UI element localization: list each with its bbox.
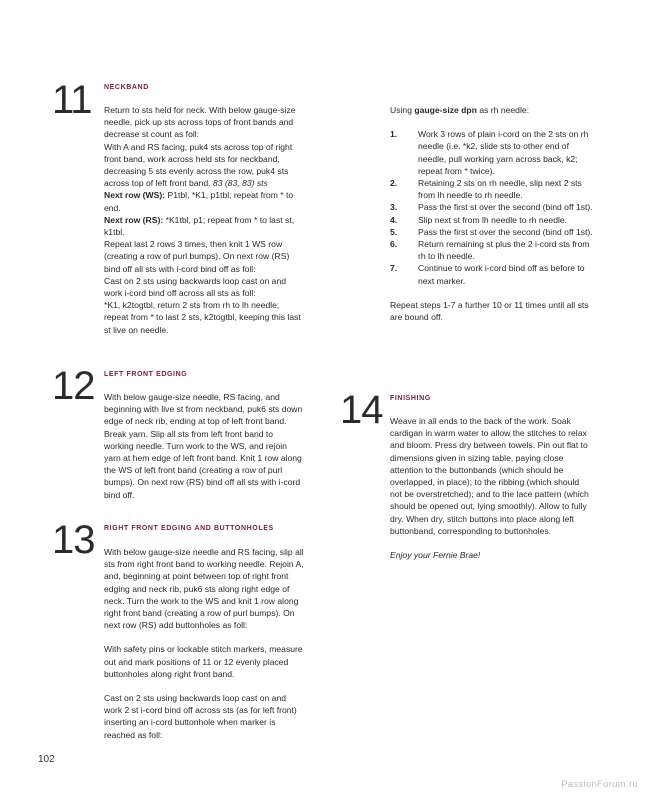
step-13-heading: RIGHT FRONT EDGING AND BUTTONHOLES <box>104 525 274 532</box>
step-12-body <box>104 391 304 501</box>
watermark: PassionForum.ru <box>561 779 638 790</box>
step-13-p2: With safety pins or lockable stitch markers, measure out and mark positions of 11 or 12 evenly placed buttonholes along right front band. <box>104 644 303 679</box>
i-cord-buttonhole-steps <box>390 128 595 287</box>
list-item: 7. Continue to work i-cord bind off as before to next marker. <box>390 263 585 286</box>
list-item: 1. Work 3 rows of plain i-cord on the 2 sts on rh needle (i.e. *k2, slide sts to other end of needle, pull working yarn across back, k2; repeat from * twice). <box>390 129 589 176</box>
step-14-number: 14 <box>340 388 383 432</box>
step-11-p1: Return to sts held for neck. With below gauge-size needle, pick up sts across tops of front bands and decrease st count as foll: <box>104 105 296 140</box>
repeat-steps-text: Repeat steps 1-7 a further 10 or 11 times until all sts are bound off. <box>390 299 589 323</box>
step-14-body <box>390 415 590 561</box>
step-12-p1: With below gauge-size needle, RS facing, and beginning with live st from neckband, puk6 sts down edge of neck rib, ending at top of left front band. Break yarn. Slip all sts from left front band to working needle. Turn work to the WS, and rejoin yarn at hem edge of left front band. Knit 1 row along the WS of left front band (creating a row of purl bumps). On next row (RS) bind off all sts with i-cord bind off. <box>104 392 303 500</box>
step-12-heading: LEFT FRONT EDGING <box>104 371 188 378</box>
step-11-p2: With A and RS facing, puk4 sts across top of right front band, work across held sts for neckband, decreasing 5 sts evenly across the row, puk4 sts across top of left front band. 83 (83, 83) sts <box>104 141 293 189</box>
step-14-closing: Enjoy your Fernie Brae! <box>390 550 481 561</box>
list-item: 6. Return remaining st plus the 2 i-cord sts from rh to lh needle. <box>390 239 590 262</box>
step-11-number: 11 <box>52 78 92 122</box>
step-14-p1: Weave in all ends to the back of the work. Soak cardigan in warm water to allow the stitches to relax and bloom. Press dry between towels. Pin out flat to dimensions given in sizing table, paying close attention to the buttonbands (which should be overlapped, in place); to the ribbing (which should not be overstretched); and to the lace pattern (which should be opened out, lying smoothly). Allow to fully dry. When dry, stitch buttons into place along left buttonband, corresponding to buttonholes. <box>390 416 589 536</box>
step-13-body <box>104 546 306 741</box>
list-item: 3. Pass the first st over the second (bind off 1st). <box>390 202 593 213</box>
right-column-continuation <box>390 104 595 323</box>
step-11-ws-row: Next row (WS): P1tbl, *K1, p1tbl; repeat from * to end. <box>104 190 294 213</box>
list-item: 2. Retaining 2 sts on rh needle, slip next 2 sts from lh needle to rh needle. <box>390 178 582 201</box>
step-14-heading: FINISHING <box>390 395 431 402</box>
step-13-number: 13 <box>52 518 95 562</box>
step-11-body <box>104 104 304 336</box>
step-13-p3: Cast on 2 sts using backwards loop cast on and work 2 st i-cord bind off across sts (as for left front) inserting an i-cord buttonhole when marker is reached as foll: <box>104 693 297 740</box>
step-12-number: 12 <box>52 364 95 408</box>
using-needle-line: Using gauge-size dpn as rh needle: <box>390 105 530 115</box>
page-number: 102 <box>38 754 55 765</box>
step-11-p3: Repeat last 2 rows 3 times, then knit 1 WS row (creating a row of purl bumps). On next row (RS) bind off all sts with i-cord bind off as foll: <box>104 239 290 274</box>
step-11-p5: *K1, k2togtbl, return 2 sts from rh to lh needle; repeat from * to last 2 sts, k2togtbl, keeping this last st live on needle. <box>104 300 301 335</box>
step-11-rs-row: Next row (RS): *K1tbl, p1; repeat from * to last st, k1tbl. <box>104 214 295 238</box>
list-item: 4. Slip next st from lh needle to rh needle. <box>390 214 568 225</box>
step-11-heading: NECKBAND <box>104 84 149 91</box>
step-13-p1: With below gauge-size needle and RS facing, slip all sts from right front band to working needle. Rejoin A, and, beginning at point between top of right front edging and neck rib, puk6 sts along right edge of neck. Turn the work to the WS and knit 1 row along right front band (creating a row of purl bumps). On next row (RS) add buttonholes as foll: <box>104 547 304 631</box>
step-11-p4: Cast on 2 sts using backwards loop cast on and work i-cord bind off across all sts as foll: <box>104 275 287 299</box>
list-item: 5. Pass the first st over the second (bind off 1st). <box>390 226 593 237</box>
